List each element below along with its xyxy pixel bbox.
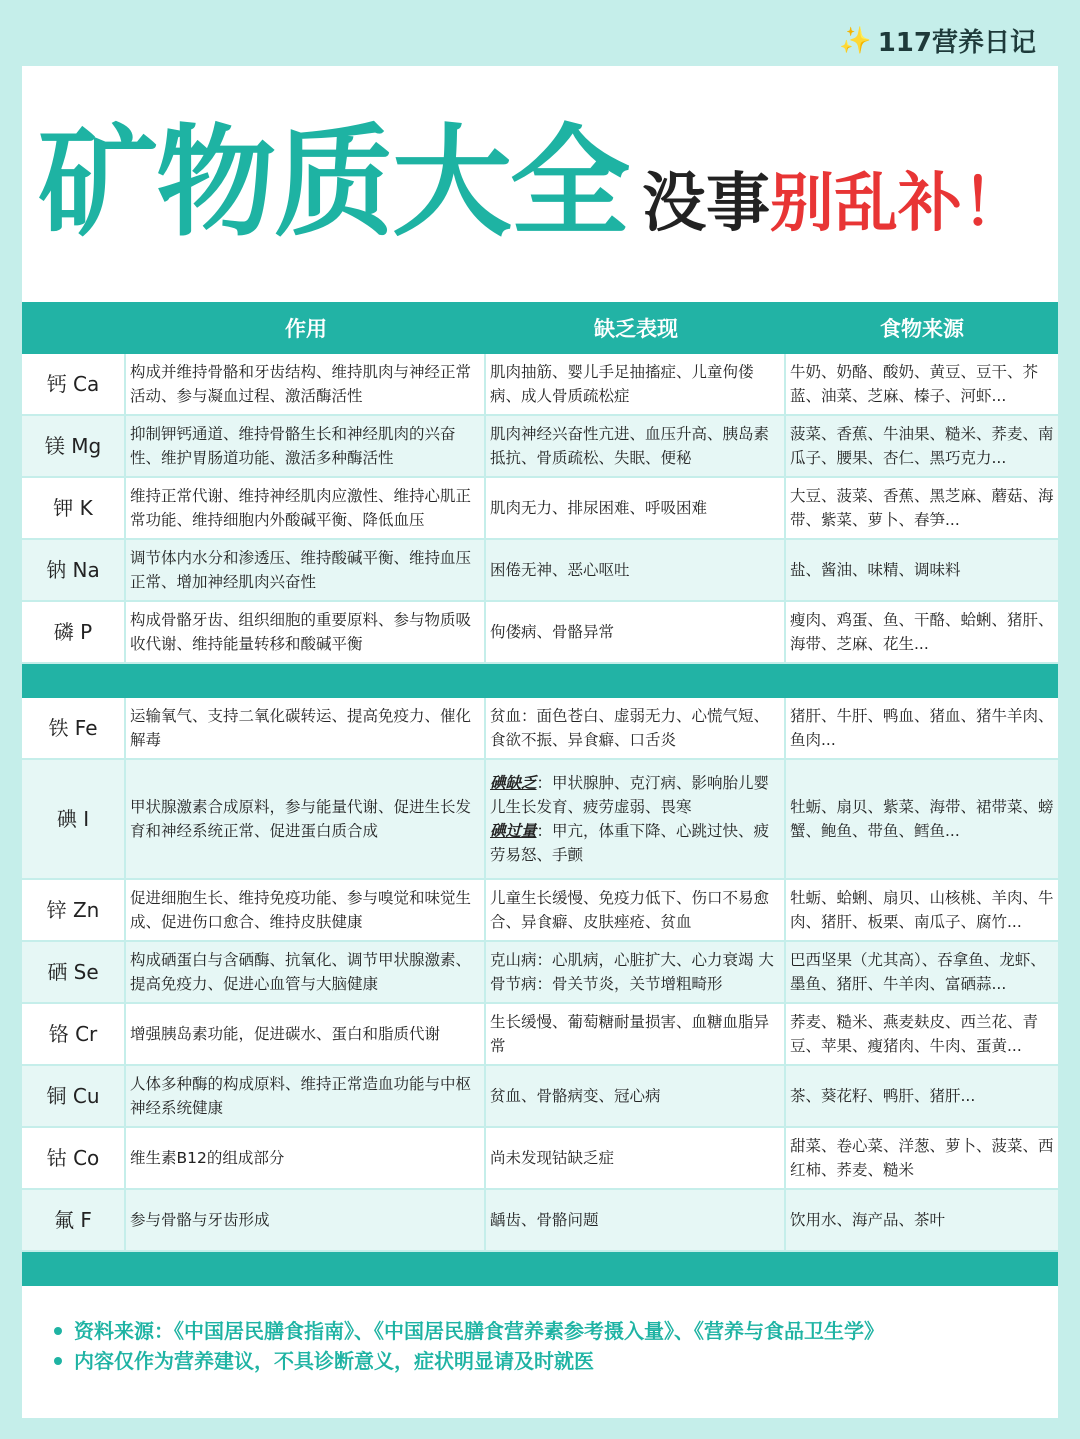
table-row	[22, 478, 1058, 540]
bullet-icon	[54, 1327, 62, 1335]
table-row	[22, 1066, 1058, 1128]
mineral-food: 饮用水、海产品、茶叶	[790, 1211, 946, 1229]
header-food: 食物来源	[880, 317, 964, 341]
title-row	[38, 114, 1026, 253]
table-row	[22, 1004, 1058, 1066]
subtitle-black: 没事	[642, 167, 770, 241]
notes	[54, 1316, 884, 1376]
mineral-name: 氟 F	[22, 1190, 126, 1250]
mineral-deficiency: 儿童生长缓慢、免疫力低下、伤口不易愈合、异食癖、皮肤痤疮、贫血	[486, 880, 786, 940]
iodine-excess-text: ：甲亢，体重下降、心跳过快、疲劳易怒、手颤	[490, 822, 770, 864]
header-empty	[22, 302, 126, 354]
table-row	[22, 880, 1058, 942]
mineral-food: 大豆、菠菜、香蕉、黑芝麻、蘑菇、海带、紫菜、萝卜、春笋...	[790, 487, 1054, 529]
table-row	[22, 602, 1058, 664]
mineral-food: 瘦肉、鸡蛋、鱼、干酪、蛤蜊、猪肝、海带、芝麻、花生...	[790, 611, 1054, 653]
mineral-food: 牡蛎、扇贝、紫菜、海带、裙带菜、螃蟹、鲍鱼、带鱼、鳕鱼...	[790, 798, 1054, 840]
table-row	[22, 760, 1058, 880]
mineral-deficiency: 肌肉无力、排尿困难、呼吸困难	[486, 478, 786, 538]
header-role: 作用	[285, 317, 327, 341]
iodine-lack	[490, 771, 780, 819]
mineral-role: 构成并维持骨骼和牙齿结构、维持肌肉与神经正常活动、参与凝血过程、激活酶活性	[126, 354, 486, 414]
table-row	[22, 942, 1058, 1004]
mineral-name: 硒 Se	[22, 942, 126, 1002]
table-row	[22, 540, 1058, 602]
mineral-name: 锌 Zn	[22, 880, 126, 940]
mineral-role: 调节体内水分和渗透压、维持酸碱平衡、维持血压正常、增加神经肌肉兴奋性	[126, 540, 486, 600]
page-subtitle	[642, 167, 1026, 241]
mineral-role: 人体多种酶的构成原料、维持正常造血功能与中枢神经系统健康	[126, 1066, 486, 1126]
iodine-lack-label: 碘缺乏	[490, 774, 537, 792]
sparkle-icon: ✨	[839, 25, 872, 56]
mineral-deficiency: 克山病：心肌病，心脏扩大、心力衰竭 大骨节病：骨关节炎，关节增粗畸形	[486, 942, 786, 1002]
mineral-role: 运输氧气、支持二氧化碳转运、提高免疫力、催化解毒	[126, 698, 486, 758]
table-header	[22, 302, 1058, 354]
table-row	[22, 698, 1058, 760]
iodine-lack-text: ：甲状腺肿、克汀病、影响胎儿婴儿生长发育、疲劳虚弱、畏寒	[490, 774, 770, 816]
mineral-deficiency: 龋齿、骨骼问题	[486, 1190, 786, 1250]
mineral-role: 维生素B12的组成部分	[126, 1128, 486, 1188]
table-row	[22, 416, 1058, 478]
mineral-food: 牛奶、奶酪、酸奶、黄豆、豆干、芥蓝、油菜、芝麻、榛子、河虾...	[790, 363, 1039, 405]
mineral-role: 维持正常代谢、维持神经肌肉应激性、维持心肌正常功能、维持细胞内外酸碱平衡、降低血压	[126, 478, 486, 538]
mineral-deficiency: 贫血、骨骼病变、冠心病	[486, 1066, 786, 1126]
table-row	[22, 1128, 1058, 1190]
mineral-role: 参与骨骼与牙齿形成	[126, 1190, 486, 1250]
mineral-food: 甜菜、卷心菜、洋葱、萝卜、菠菜、西红柿、荞麦、糙米	[790, 1137, 1054, 1179]
subtitle-red: 别乱补！	[770, 167, 1026, 241]
mineral-role: 增强胰岛素功能，促进碳水、蛋白和脂质代谢	[126, 1004, 486, 1064]
content-card	[22, 66, 1058, 1418]
mineral-name: 磷 P	[22, 602, 126, 662]
note-item	[54, 1346, 884, 1376]
mineral-role: 构成硒蛋白与含硒酶、抗氧化、调节甲状腺激素、提高免疫力、促进心血管与大脑健康	[126, 942, 486, 1002]
note-text: 内容仅作为营养建议，不具诊断意义，症状明显请及时就医	[74, 1349, 594, 1373]
page-title: 矿物质大全	[38, 114, 628, 253]
note-text: 资料来源：《中国居民膳食指南》、《中国居民膳食营养素参考摄入量》、《营养与食品卫生学》	[74, 1319, 884, 1343]
mineral-deficiency: 肌肉神经兴奋性亢进、血压升高、胰岛素抵抗、骨质疏松、失眠、便秘	[486, 416, 786, 476]
mineral-name: 镁 Mg	[22, 416, 126, 476]
mineral-deficiency: 困倦无神、恶心呕吐	[486, 540, 786, 600]
mineral-name: 铁 Fe	[22, 698, 126, 758]
mineral-deficiency: 肌肉抽筋、婴儿手足抽搐症、儿童佝偻病、成人骨质疏松症	[486, 354, 786, 414]
mineral-deficiency: 贫血：面色苍白、虚弱无力、心慌气短、食欲不振、异食癖、口舌炎	[486, 698, 786, 758]
mineral-role: 促进细胞生长、维持免疫功能、参与嗅觉和味觉生成、促进伤口愈合、维持皮肤健康	[126, 880, 486, 940]
brand	[839, 22, 1036, 59]
mineral-name: 钴 Co	[22, 1128, 126, 1188]
mineral-food: 菠菜、香蕉、牛油果、糙米、荞麦、南瓜子、腰果、杏仁、黑巧克力...	[790, 425, 1054, 467]
mineral-food: 荞麦、糙米、燕麦麸皮、西兰花、青豆、苹果、瘦猪肉、牛肉、蛋黄...	[790, 1013, 1039, 1055]
brand-name: 117营养日记	[877, 28, 1036, 58]
mineral-role: 甲状腺激素合成原料，参与能量代谢、促进生长发育和神经系统正常、促进蛋白质合成	[126, 760, 486, 878]
mineral-name: 钙 Ca	[22, 354, 126, 414]
mineral-role: 抑制钾钙通道、维持骨骼生长和神经肌肉的兴奋性、维护胃肠道功能、激活多种酶活性	[126, 416, 486, 476]
mineral-deficiency: 生长缓慢、葡萄糖耐量损害、血糖血脂异常	[486, 1004, 786, 1064]
mineral-role: 构成骨骼牙齿、组织细胞的重要原料、参与物质吸收代谢、维持能量转移和酸碱平衡	[126, 602, 486, 662]
mineral-deficiency: 尚未发现钴缺乏症	[486, 1128, 786, 1188]
mineral-name: 碘 I	[22, 760, 126, 878]
mineral-food: 巴西坚果（尤其高）、吞拿鱼、龙虾、墨鱼、猪肝、牛羊肉、富硒蒜...	[790, 951, 1046, 993]
group-separator	[22, 664, 1058, 698]
note-item	[54, 1316, 884, 1346]
iodine-excess	[490, 819, 780, 867]
mineral-food: 猪肝、牛肝、鸭血、猪血、猪牛羊肉、鱼肉...	[790, 707, 1054, 749]
mineral-name: 钾 K	[22, 478, 126, 538]
mineral-food: 茶、葵花籽、鸭肝、猪肝...	[790, 1087, 976, 1105]
bullet-icon	[54, 1357, 62, 1365]
mineral-food: 盐、酱油、味精、调味料	[790, 561, 961, 579]
mineral-food: 牡蛎、蛤蜊、扇贝、山核桃、羊肉、牛肉、猪肝、板栗、南瓜子、腐竹...	[790, 889, 1054, 931]
mineral-name: 铜 Cu	[22, 1066, 126, 1126]
iodine-excess-label: 碘过量	[490, 822, 537, 840]
mineral-name: 铬 Cr	[22, 1004, 126, 1064]
mineral-deficiency: 佝偻病、骨骼异常	[486, 602, 786, 662]
header-deficiency: 缺乏表现	[594, 317, 678, 341]
mineral-table	[22, 302, 1058, 1286]
mineral-deficiency	[486, 760, 786, 878]
table-row	[22, 354, 1058, 416]
group-separator	[22, 1252, 1058, 1286]
mineral-name: 钠 Na	[22, 540, 126, 600]
table-row	[22, 1190, 1058, 1252]
